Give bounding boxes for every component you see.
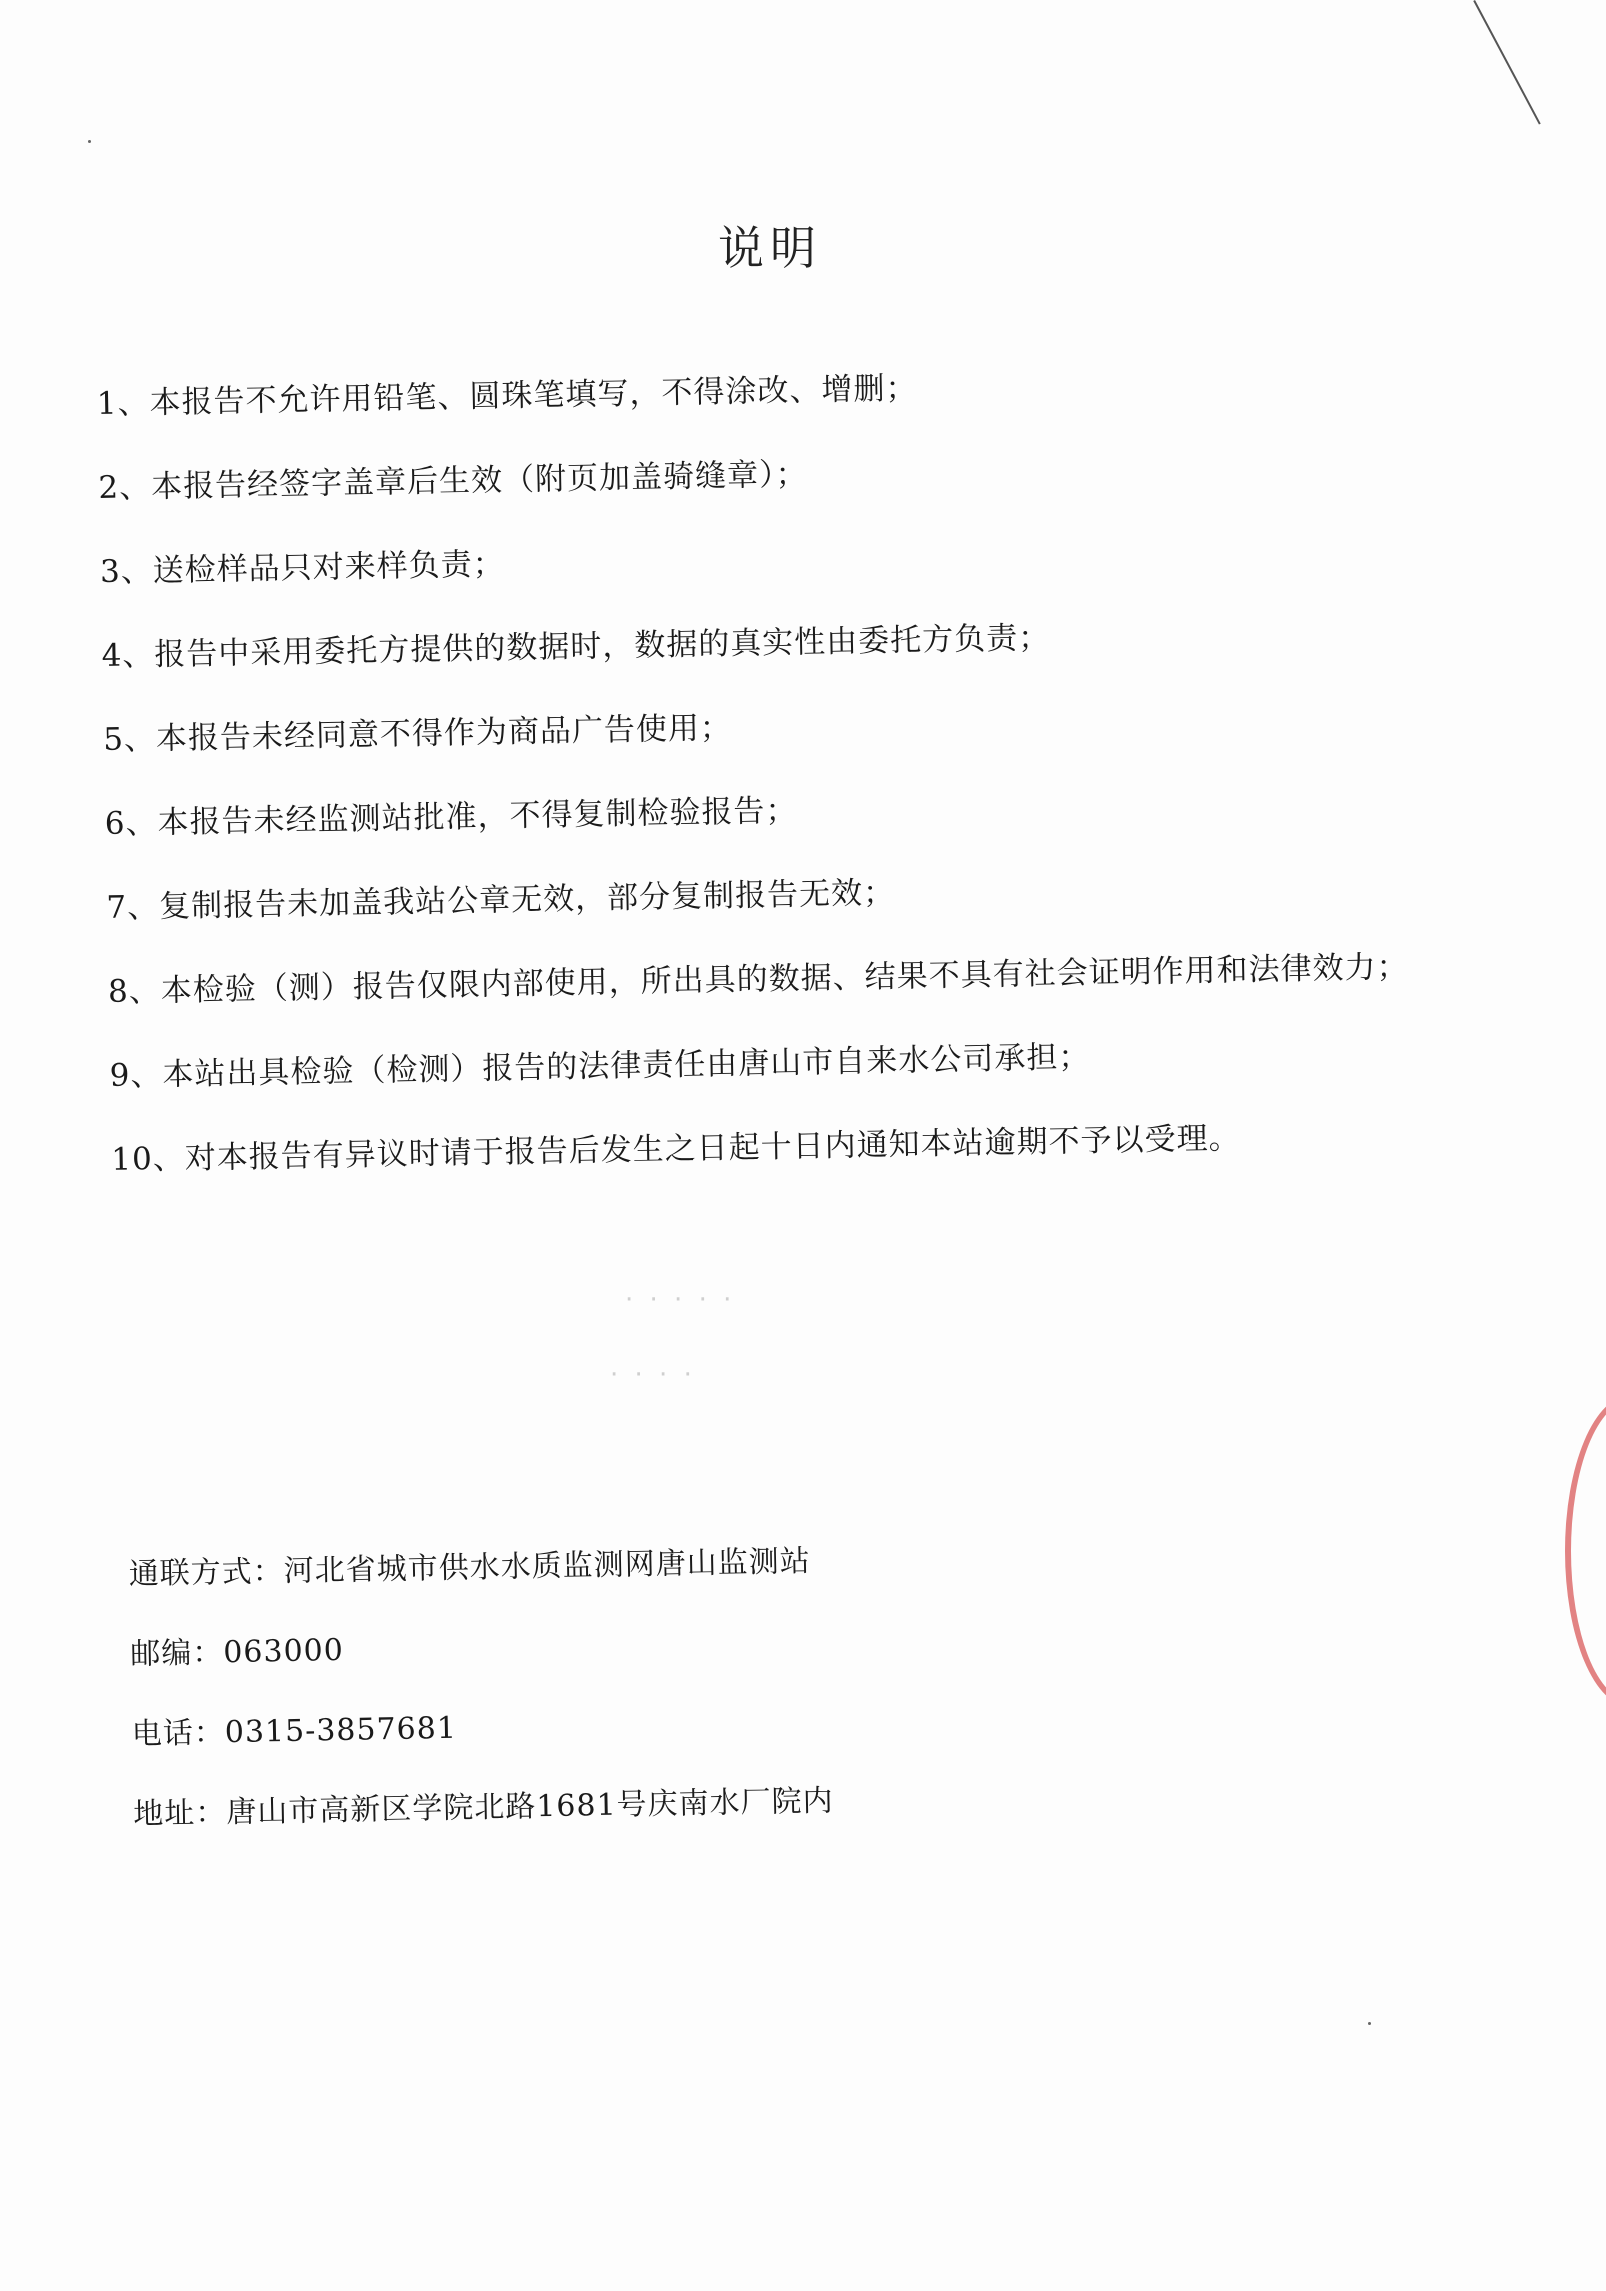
note-item: 9、本站出具检验（检测）报告的法律责任由唐山市自来水公司承担； — [109, 1039, 1091, 1094]
contact-postcode-value: 063000 — [222, 1632, 345, 1671]
contact-org-value: 河北省城市供水水质监测网唐山监测站 — [283, 1543, 811, 1590]
faint-bleedthrough: · · · · · — [625, 1285, 736, 1315]
scan-speck — [1368, 2022, 1371, 2025]
contact-address-value: 唐山市高新区学院北路1681号庆南水厂院内 — [226, 1783, 834, 1831]
notes-list — [96, 336, 1492, 1202]
note-item: 10、对本报告有异议时请于报告后发生之日起十日内通知本站逾期不予以受理。 — [110, 1120, 1241, 1178]
contact-org-label: 通联方式： — [128, 1554, 285, 1592]
note-item: 7、复制报告未加盖我站公章无效，部分复制报告无效； — [106, 874, 896, 926]
note-item: 4、报告中采用委托方提供的数据时，数据的真实性由委托方负责； — [101, 619, 1051, 674]
note-item: 6、本报告未经监测站批准，不得复制检验报告； — [104, 792, 798, 842]
contact-address-label: 地址： — [133, 1795, 227, 1832]
note-item: 3、送检样品只对来样负责； — [99, 546, 506, 590]
contact-postcode-label: 邮编： — [129, 1635, 224, 1672]
scan-edge-line — [1473, 0, 1540, 125]
note-item: 8、本检验（测）报告仅限内部使用，所出具的数据、结果不具有社会证明作用和法律效力； — [107, 948, 1409, 1010]
contact-phone-label: 电话： — [131, 1715, 226, 1752]
note-item: 5、本报告未经同意不得作为商品广告使用； — [102, 709, 733, 758]
note-item: 2、本报告经签字盖章后生效（附页加盖骑缝章）； — [98, 456, 808, 506]
contact-block — [128, 1514, 1234, 1855]
faint-bleedthrough: · · · · — [610, 1360, 696, 1390]
contact-phone-value: 0315-3857681 — [224, 1710, 458, 1751]
red-seal-stamp — [1565, 1395, 1606, 1707]
note-item: 1、本报告不允许用铅笔、圆珠笔填写，不得涂改、增删； — [96, 370, 918, 422]
scan-speck — [88, 140, 91, 143]
page-title: 说明 — [718, 221, 822, 275]
